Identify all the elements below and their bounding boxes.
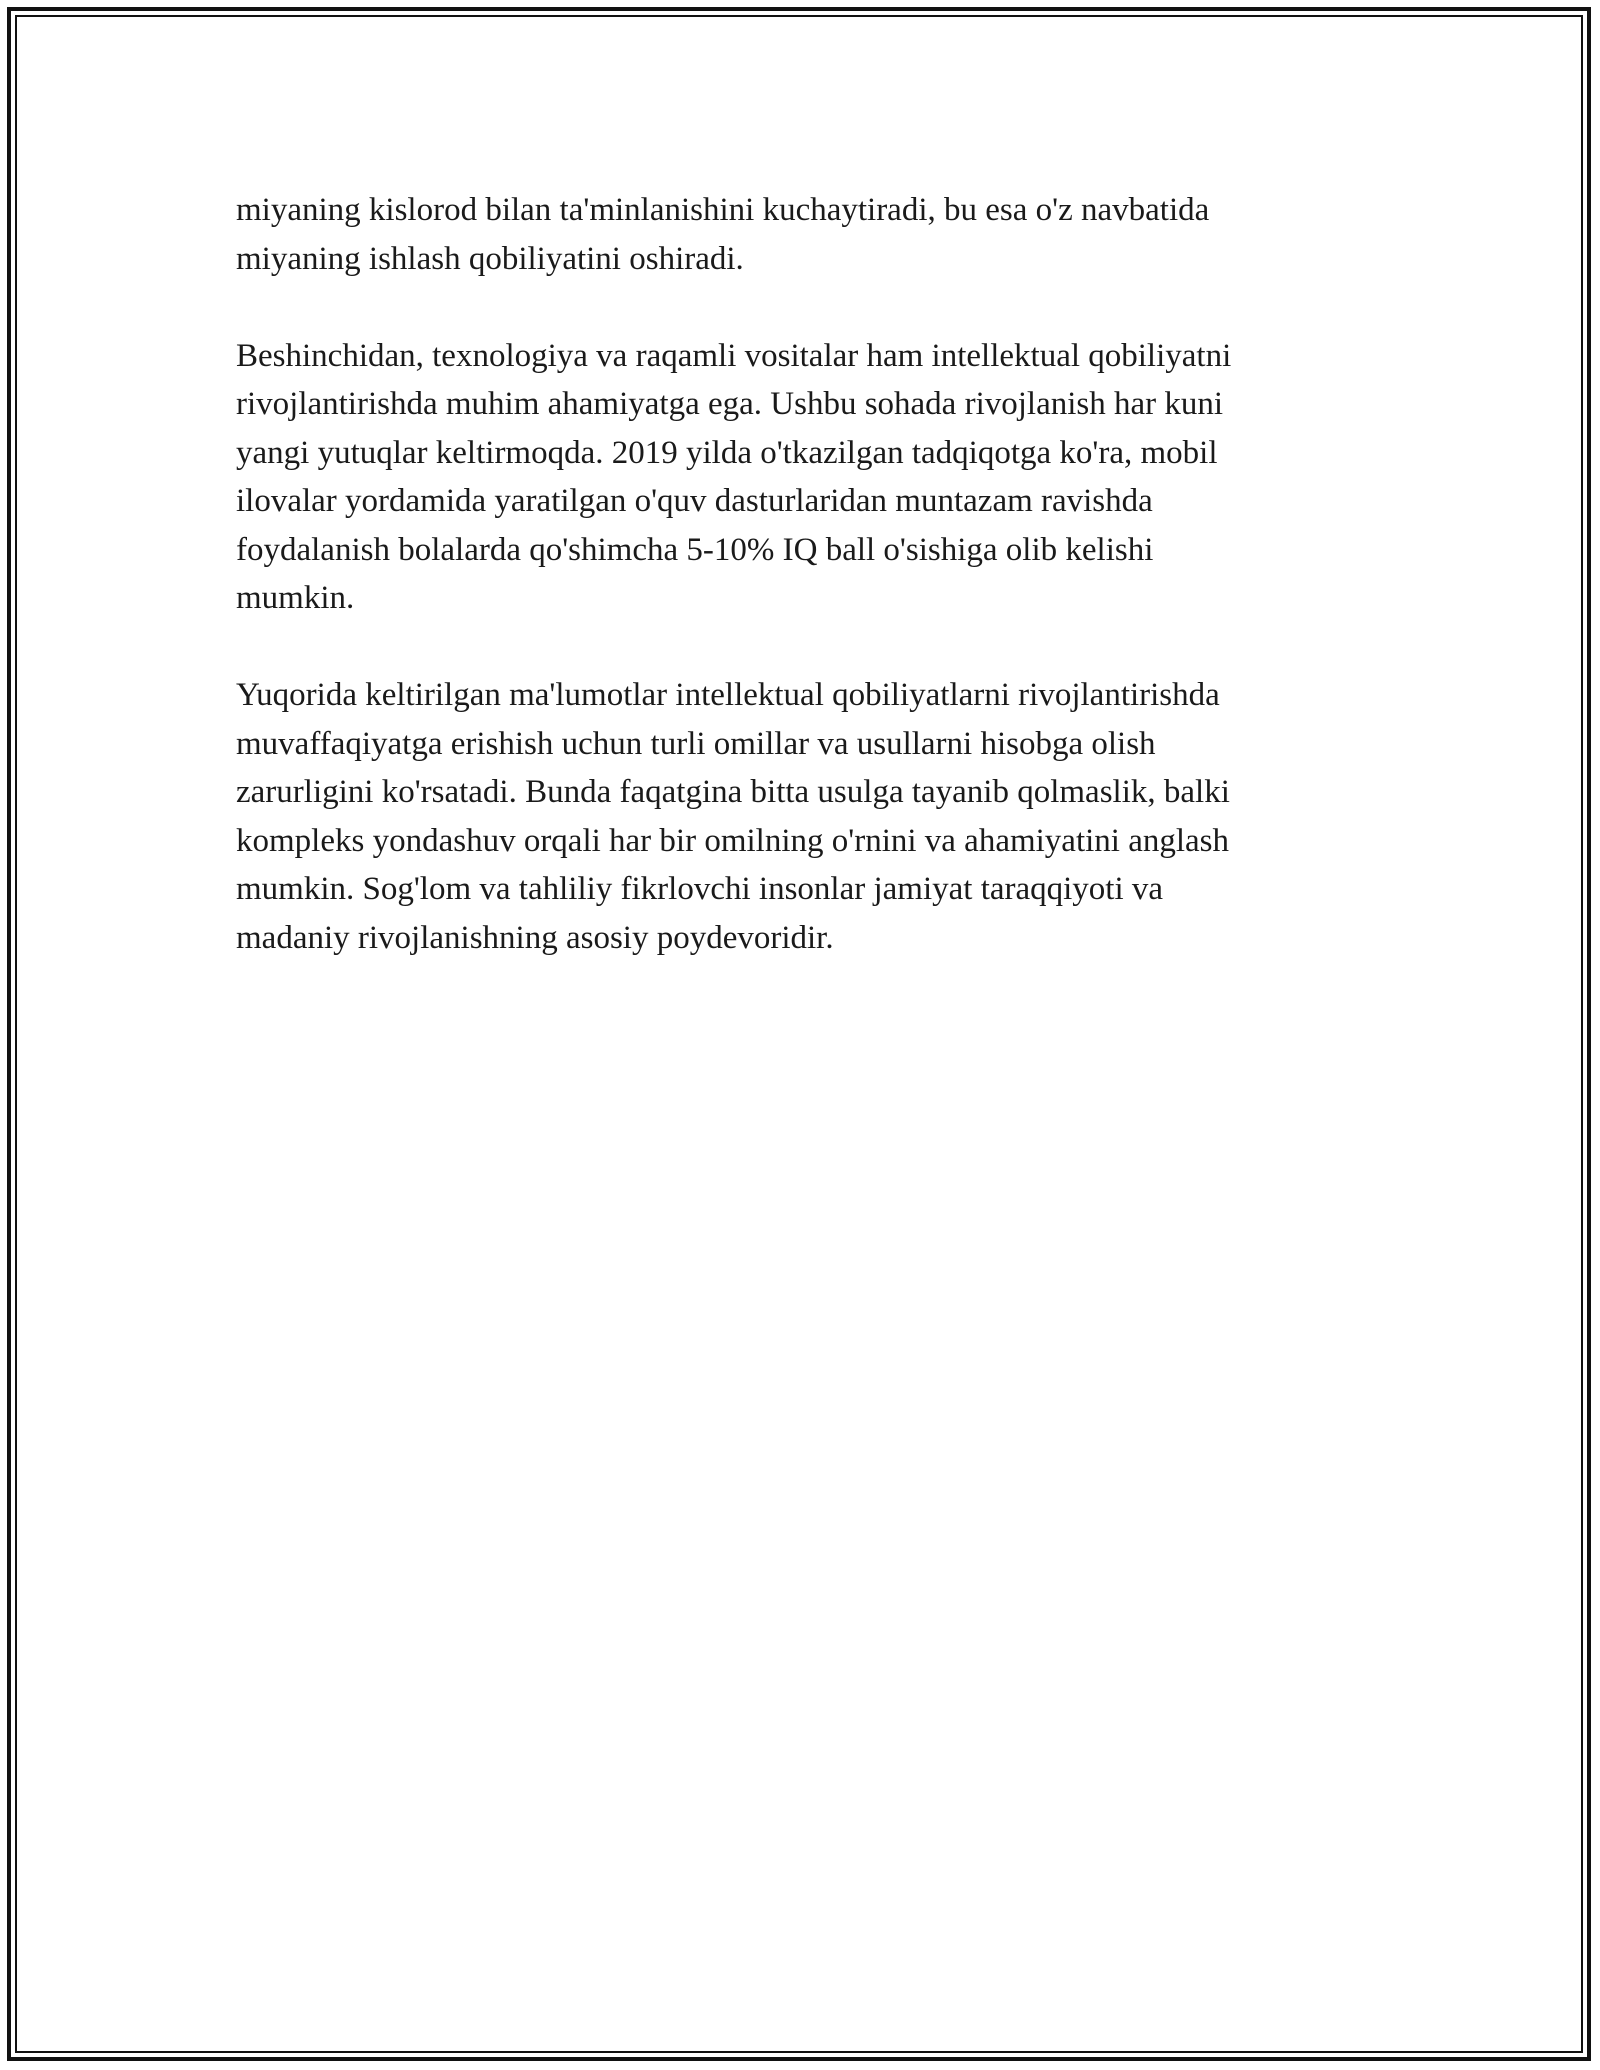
- paragraph-3: Yuqorida keltirilgan ma'lumotlar intellektual qobiliyatlarni rivojlantirishda muvaffaqiyatga erishish uchun turli omillar va usullarni hisobga olish zarurligini ko'rsatadi. Bunda faqatgina bitta usulga tayanib qolmaslik, balki kompleks yondashuv orqali har bir omilning o'rnini va ahamiyatini anglash mumkin. Sog'lom va tahliliy fikrlovchi insonlar jamiyat taraqqiyoti va madaniy rivojlanishning asosiy poydevoridir.: [236, 677, 1230, 956]
- paragraph-1: miyaning kislorod bilan ta'minlanishini kuchaytiradi, bu esa o'z navbatida miyaning ishlash qobiliyatini oshiradi.: [236, 192, 1210, 277]
- document-body: [236, 186, 1376, 1011]
- paragraph-2: Beshinchidan, texnologiya va raqamli vositalar ham intellektual qobiliyatni rivojlantirishda muhim ahamiyatga ega. Ushbu sohada rivojlanish har kuni yangi yutuqlar keltirmoqda. 2019 yilda o'tkazilgan tadqiqotga ko'ra, mobil ilovalar yordamida yaratilgan o'quv dasturlaridan muntazam ravishda foydalanish bolalarda qo'shimcha 5-10% IQ ball o'sishiga olib kelishi mumkin.: [236, 337, 1232, 616]
